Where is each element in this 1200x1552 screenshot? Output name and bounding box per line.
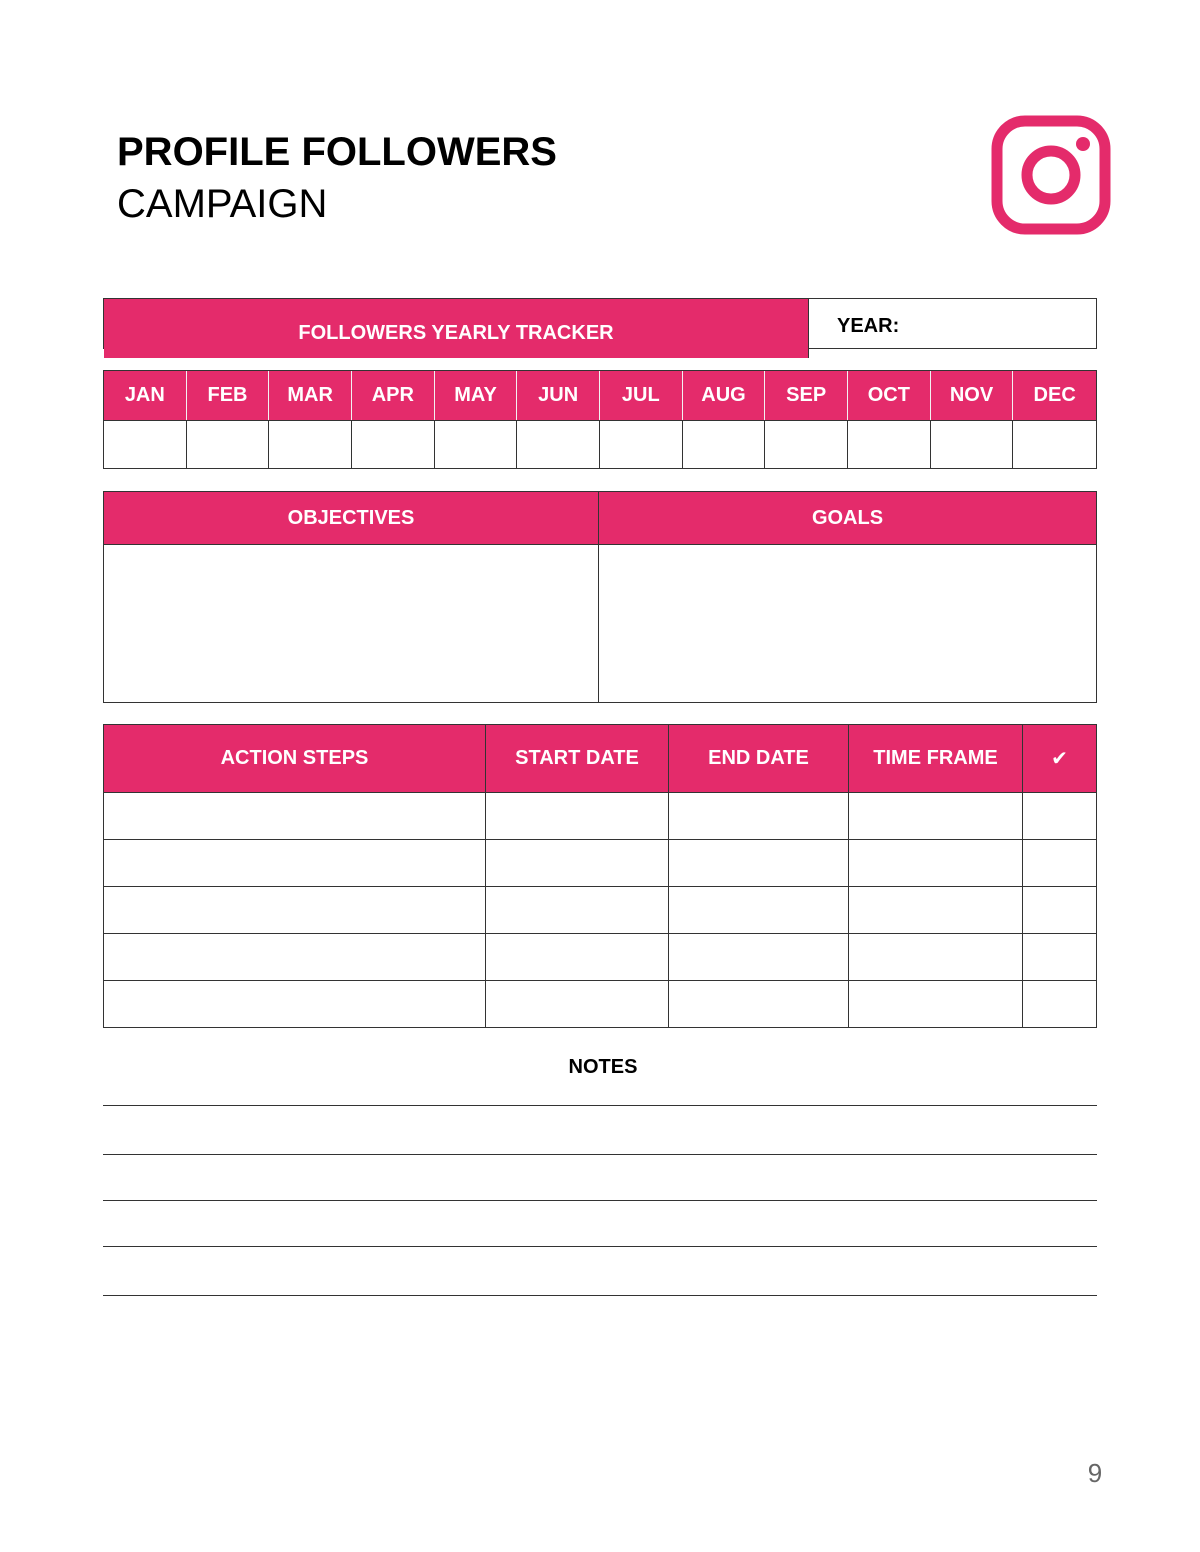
tracker-title: FOLLOWERS YEARLY TRACKER: [104, 299, 809, 358]
notes-line[interactable]: [103, 1295, 1097, 1296]
time-frame-cell[interactable]: [849, 839, 1023, 886]
checkbox-cell[interactable]: [1023, 933, 1096, 980]
time-frame-header: TIME FRAME: [849, 725, 1023, 792]
objectives-header: OBJECTIVES: [104, 492, 599, 544]
start-date-cell[interactable]: [486, 839, 669, 886]
time-frame-cell[interactable]: [849, 980, 1023, 1027]
month-input-cell[interactable]: [600, 420, 683, 468]
start-date-cell[interactable]: [486, 933, 669, 980]
checkbox-cell[interactable]: [1023, 792, 1096, 839]
month-header: APR: [352, 371, 435, 420]
month-input-cell[interactable]: [931, 420, 1014, 468]
action-step-cell[interactable]: [104, 980, 486, 1027]
end-date-cell[interactable]: [669, 886, 849, 933]
month-header: SEP: [765, 371, 848, 420]
month-header: MAR: [269, 371, 352, 420]
action-steps-table: [103, 724, 1097, 1028]
month-input-cell[interactable]: [104, 420, 187, 468]
months-grid: [103, 370, 1097, 469]
notes-line[interactable]: [103, 1154, 1097, 1155]
time-frame-cell[interactable]: [849, 886, 1023, 933]
month-input-cell[interactable]: [848, 420, 931, 468]
end-date-header: END DATE: [669, 725, 849, 792]
action-step-cell[interactable]: [104, 886, 486, 933]
yearly-tracker-header: [103, 298, 1097, 349]
notes-line[interactable]: [103, 1246, 1097, 1247]
action-step-cell[interactable]: [104, 792, 486, 839]
notes-line[interactable]: [103, 1200, 1097, 1201]
start-date-header: START DATE: [486, 725, 669, 792]
action-step-cell[interactable]: [104, 839, 486, 886]
page-subtitle: CAMPAIGN: [117, 182, 328, 226]
goals-header: GOALS: [599, 492, 1096, 544]
year-field[interactable]: YEAR:: [837, 315, 900, 337]
end-date-cell[interactable]: [669, 839, 849, 886]
checkbox-cell[interactable]: [1023, 980, 1096, 1027]
notes-line[interactable]: [103, 1105, 1097, 1106]
month-input-cell[interactable]: [435, 420, 518, 468]
month-input-cell[interactable]: [765, 420, 848, 468]
page-number: 9: [1087, 1458, 1103, 1488]
start-date-cell[interactable]: [486, 792, 669, 839]
goals-field[interactable]: [599, 544, 1096, 702]
check-header: ✔: [1023, 725, 1096, 792]
notes-label: NOTES: [568, 1056, 638, 1078]
month-header: JUL: [600, 371, 683, 420]
month-input-cell[interactable]: [683, 420, 766, 468]
end-date-cell[interactable]: [669, 792, 849, 839]
checkbox-cell[interactable]: [1023, 886, 1096, 933]
month-header: DEC: [1013, 371, 1096, 420]
end-date-cell[interactable]: [669, 933, 849, 980]
action-step-cell[interactable]: [104, 933, 486, 980]
action-steps-header: ACTION STEPS: [104, 725, 486, 792]
month-header: OCT: [848, 371, 931, 420]
page-title: PROFILE FOLLOWERS: [117, 130, 557, 174]
month-input-cell[interactable]: [352, 420, 435, 468]
month-input-cell[interactable]: [517, 420, 600, 468]
start-date-cell[interactable]: [486, 886, 669, 933]
instagram-icon: [991, 115, 1111, 235]
month-header: JAN: [104, 371, 187, 420]
month-header: NOV: [931, 371, 1014, 420]
checkbox-cell[interactable]: [1023, 839, 1096, 886]
month-input-cell[interactable]: [187, 420, 270, 468]
month-header: FEB: [187, 371, 270, 420]
objectives-goals-table: [103, 491, 1097, 703]
time-frame-cell[interactable]: [849, 933, 1023, 980]
month-input-cell[interactable]: [1013, 420, 1096, 468]
time-frame-cell[interactable]: [849, 792, 1023, 839]
objectives-field[interactable]: [104, 544, 599, 702]
month-header: MAY: [435, 371, 518, 420]
start-date-cell[interactable]: [486, 980, 669, 1027]
month-header: JUN: [517, 371, 600, 420]
month-input-cell[interactable]: [269, 420, 352, 468]
month-header: AUG: [683, 371, 766, 420]
end-date-cell[interactable]: [669, 980, 849, 1027]
